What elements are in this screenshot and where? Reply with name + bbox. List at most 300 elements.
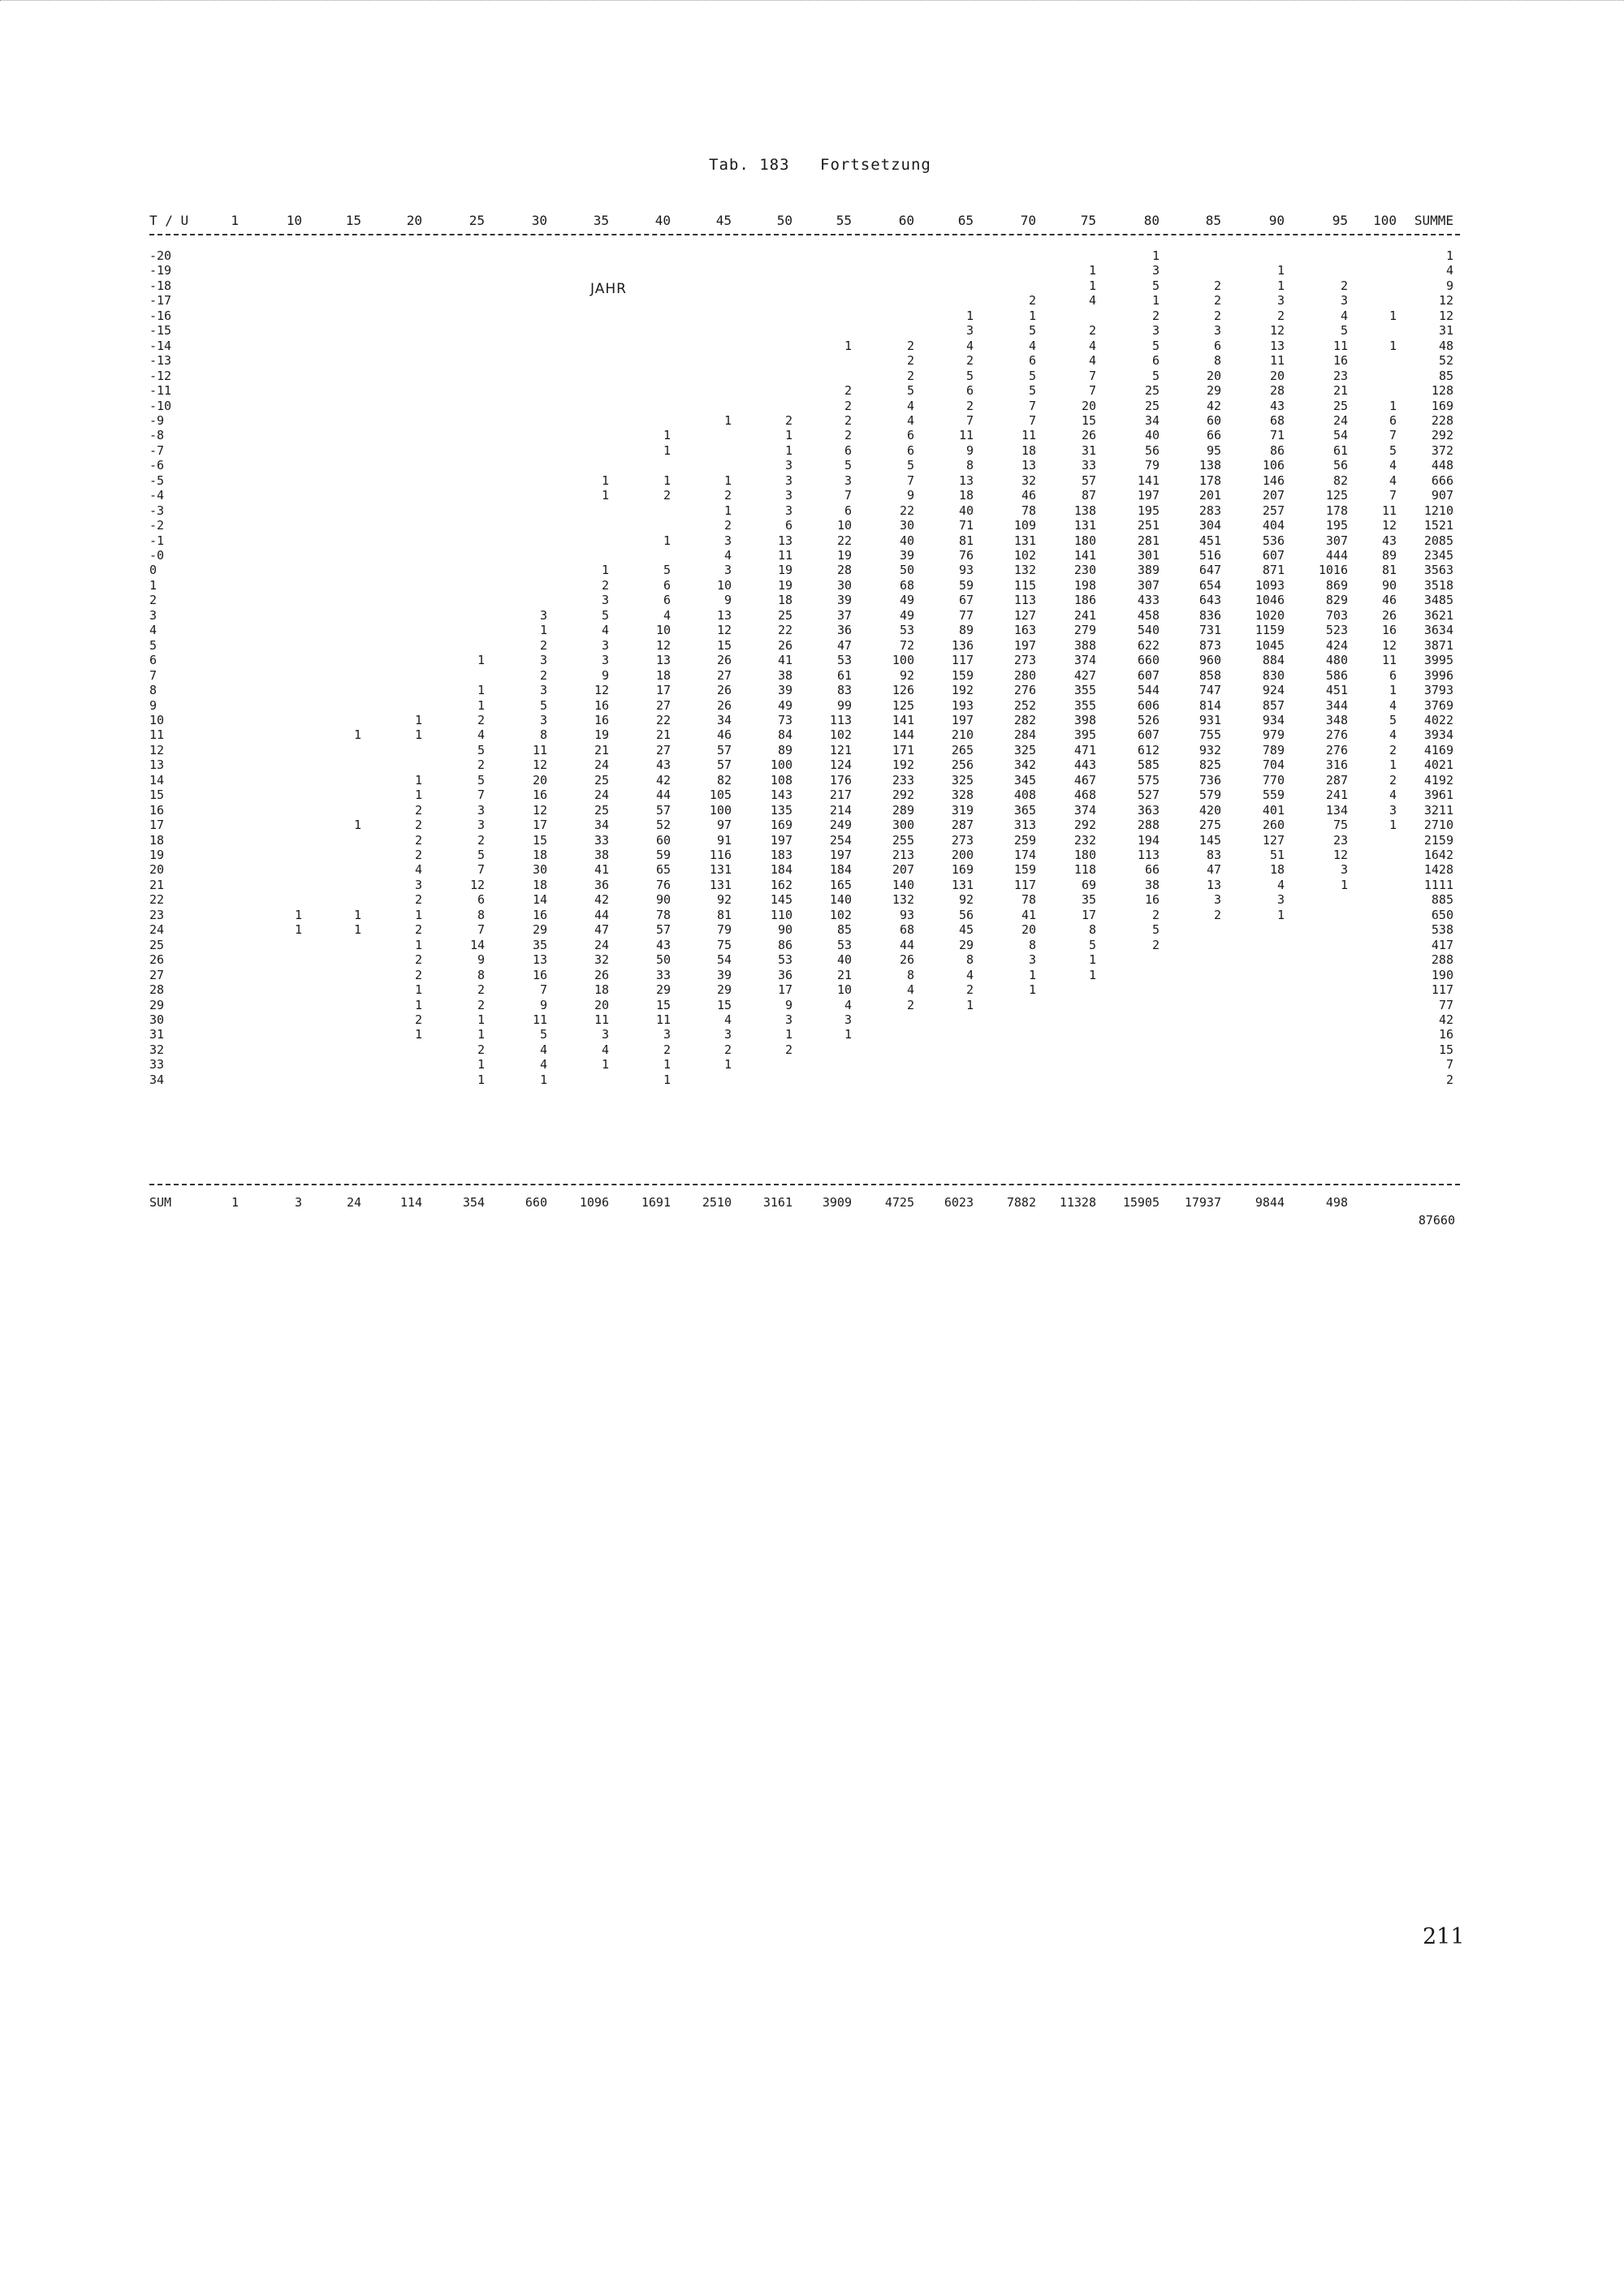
- table-cell: 287: [951, 818, 974, 833]
- table-cell: 233: [892, 772, 914, 788]
- table-cell: 526: [1137, 712, 1160, 727]
- table-cell: 374: [1073, 653, 1096, 668]
- table-cell: 5: [1340, 323, 1348, 339]
- table-cell: 7: [1088, 368, 1096, 383]
- table-cell: 1: [663, 533, 671, 548]
- column-header: 1: [231, 213, 239, 228]
- table-cell: 197: [1137, 488, 1160, 503]
- table-cell: 3: [539, 607, 547, 623]
- table-cell: 66: [1206, 428, 1221, 443]
- table-cell: 3: [539, 712, 547, 727]
- table-cell: 2: [414, 1012, 422, 1027]
- table-cell: 169: [770, 818, 793, 833]
- table-cell: 127: [1013, 607, 1036, 623]
- table-cell: 4: [965, 967, 974, 982]
- header-rule: [149, 234, 1460, 235]
- table-cell: 5: [477, 772, 485, 788]
- table-cell: 5: [477, 848, 485, 862]
- table-cell: 20: [1081, 398, 1096, 413]
- table-cell: 1: [784, 442, 793, 458]
- table-cell: 1: [965, 308, 974, 323]
- column-header: 70: [1020, 213, 1036, 228]
- table-cell: 146: [1262, 473, 1285, 488]
- table-cell: 21: [836, 967, 852, 982]
- table-cell: 444: [1325, 548, 1348, 563]
- row-label: 26: [149, 952, 165, 968]
- table-cell: 8: [477, 907, 485, 922]
- column-sum: 3161: [762, 1195, 793, 1210]
- table-cell: 102: [829, 727, 852, 743]
- table-cell: 176: [829, 772, 852, 788]
- table-cell: 26: [594, 967, 609, 982]
- column-header: 60: [898, 213, 914, 228]
- table-cell: 1: [477, 683, 485, 698]
- table-cell: 559: [1262, 788, 1285, 803]
- table-cell: 301: [1137, 548, 1160, 563]
- table-cell: 100: [892, 653, 914, 668]
- table-cell: 13: [1021, 458, 1036, 473]
- table-cell: 32: [1021, 473, 1036, 488]
- table-cell: 18: [655, 667, 671, 683]
- row-sum: 4192: [1423, 772, 1453, 788]
- row-label: 32: [149, 1042, 165, 1057]
- table-cell: 3: [1151, 323, 1160, 339]
- table-cell: 289: [892, 802, 914, 818]
- table-cell: 217: [829, 788, 852, 803]
- table-row: [0, 862, 1624, 877]
- table-cell: 273: [951, 832, 974, 848]
- table-cell: 2: [1088, 323, 1096, 339]
- table-cell: 180: [1073, 848, 1096, 862]
- table-cell: 316: [1325, 757, 1348, 773]
- table-cell: 1: [1088, 278, 1096, 293]
- table-cell: 5: [1028, 323, 1036, 339]
- table-cell: 1: [723, 412, 732, 428]
- table-cell: 4: [1340, 308, 1348, 323]
- table-cell: 1: [844, 338, 852, 353]
- table-cell: 12: [1381, 518, 1397, 533]
- table-cell: 3: [784, 488, 793, 503]
- table-cell: 49: [777, 697, 793, 713]
- row-sum: 1: [1445, 248, 1453, 263]
- table-cell: 18: [1269, 862, 1285, 878]
- table-cell: 7: [539, 982, 547, 998]
- table-cell: 276: [1013, 683, 1036, 698]
- table-cell: 2: [414, 967, 422, 982]
- table-cell: 14: [532, 892, 547, 908]
- table-cell: 282: [1013, 712, 1036, 727]
- table-cell: 69: [1081, 877, 1096, 892]
- table-cell: 6: [1028, 353, 1036, 369]
- table-cell: 2: [1213, 907, 1221, 922]
- table-cell: 1: [414, 982, 422, 998]
- table-cell: 1159: [1255, 623, 1285, 638]
- footer-rule: [149, 1184, 1460, 1185]
- table-cell: 284: [1013, 727, 1036, 743]
- table-row: [0, 323, 1624, 338]
- table-cell: 76: [655, 877, 671, 892]
- table-cell: 163: [1013, 623, 1036, 638]
- table-cell: 8: [906, 967, 914, 982]
- table-cell: 11: [532, 1012, 547, 1027]
- table-row: [0, 353, 1624, 368]
- table-cell: 1045: [1255, 637, 1285, 653]
- table-cell: 979: [1262, 727, 1285, 743]
- table-cell: 15: [655, 997, 671, 1012]
- table-cell: 43: [655, 937, 671, 952]
- table-row: [0, 1042, 1624, 1057]
- table-cell: 2: [414, 892, 422, 908]
- row-label: 20: [149, 862, 165, 878]
- table-cell: 1: [414, 712, 422, 727]
- table-cell: 11: [777, 548, 793, 563]
- table-row: [0, 803, 1624, 818]
- table-cell: 126: [892, 683, 914, 698]
- table-cell: 2: [1151, 308, 1160, 323]
- table-cell: 1: [539, 1072, 547, 1087]
- table-cell: 39: [899, 548, 914, 563]
- table-row: [0, 922, 1624, 937]
- table-cell: 50: [899, 563, 914, 578]
- row-label: 21: [149, 877, 165, 892]
- table-cell: 1046: [1255, 593, 1285, 608]
- table-cell: 1: [663, 442, 671, 458]
- table-cell: 3: [414, 877, 422, 892]
- row-sum: 2: [1445, 1072, 1453, 1087]
- table-cell: 2: [414, 802, 422, 818]
- table-row: [0, 878, 1624, 892]
- row-sum: 3769: [1423, 697, 1453, 713]
- row-label: 14: [149, 772, 165, 788]
- table-cell: 1: [414, 772, 422, 788]
- table-cell: 105: [709, 788, 732, 803]
- row-label: -15: [149, 323, 172, 339]
- table-cell: 52: [655, 818, 671, 833]
- table-cell: 9: [477, 952, 485, 968]
- table-cell: 6: [844, 503, 852, 518]
- table-cell: 19: [594, 727, 609, 743]
- table-cell: 3: [784, 503, 793, 518]
- table-cell: 40: [836, 952, 852, 968]
- table-cell: 13: [777, 533, 793, 548]
- table-cell: 857: [1262, 697, 1285, 713]
- table-cell: 21: [1332, 383, 1348, 399]
- table-cell: 178: [1199, 473, 1221, 488]
- row-label: 34: [149, 1072, 165, 1087]
- table-cell: 8: [477, 967, 485, 982]
- table-cell: 11: [532, 742, 547, 757]
- row-label: -19: [149, 263, 172, 278]
- table-cell: 1: [1151, 293, 1160, 309]
- table-cell: 516: [1199, 548, 1221, 563]
- table-cell: 395: [1073, 727, 1096, 743]
- table-cell: 1: [477, 697, 485, 713]
- table-cell: 9: [965, 442, 974, 458]
- table-cell: 5: [539, 697, 547, 713]
- table-row: [0, 578, 1624, 593]
- column-sum: 7882: [1006, 1195, 1036, 1210]
- table-cell: 401: [1262, 802, 1285, 818]
- table-cell: 25: [1144, 398, 1160, 413]
- column-sum: 498: [1325, 1195, 1348, 1210]
- table-cell: 1093: [1255, 577, 1285, 593]
- column-header: 100: [1373, 213, 1397, 228]
- table-cell: 99: [836, 697, 852, 713]
- row-label: -8: [149, 428, 165, 443]
- table-cell: 5: [1151, 278, 1160, 293]
- row-sum: 3634: [1423, 623, 1453, 638]
- table-cell: 192: [892, 757, 914, 773]
- row-label: 9: [149, 697, 158, 713]
- table-cell: 424: [1325, 637, 1348, 653]
- table-cell: 57: [1081, 473, 1096, 488]
- table-cell: 307: [1137, 577, 1160, 593]
- table-cell: 53: [777, 952, 793, 968]
- table-cell: 2: [844, 428, 852, 443]
- table-cell: 41: [1021, 907, 1036, 922]
- table-cell: 35: [532, 937, 547, 952]
- table-cell: 18: [1021, 442, 1036, 458]
- table-cell: 44: [899, 937, 914, 952]
- table-cell: 108: [770, 772, 793, 788]
- row-sum: 666: [1431, 473, 1453, 488]
- table-cell: 3: [1213, 323, 1221, 339]
- row-label: -11: [149, 383, 172, 399]
- table-cell: 56: [1332, 458, 1348, 473]
- table-cell: 102: [1013, 548, 1036, 563]
- table-cell: 5: [1389, 442, 1397, 458]
- table-cell: 92: [716, 892, 732, 908]
- table-cell: 42: [655, 772, 671, 788]
- table-cell: 180: [1073, 533, 1096, 548]
- table-cell: 6: [844, 442, 852, 458]
- table-cell: 427: [1073, 667, 1096, 683]
- row-sum: 228: [1431, 412, 1453, 428]
- table-cell: 50: [655, 952, 671, 968]
- table-cell: 607: [1137, 667, 1160, 683]
- table-row: [0, 698, 1624, 713]
- table-cell: 2: [539, 637, 547, 653]
- table-cell: 770: [1262, 772, 1285, 788]
- table-cell: 12: [469, 877, 485, 892]
- table-cell: 24: [594, 788, 609, 803]
- table-cell: 932: [1199, 742, 1221, 757]
- table-cell: 125: [1325, 488, 1348, 503]
- table-cell: 544: [1137, 683, 1160, 698]
- table-cell: 2: [1028, 293, 1036, 309]
- table-cell: 91: [716, 832, 732, 848]
- row-label: 7: [149, 667, 158, 683]
- table-cell: 57: [716, 742, 732, 757]
- row-sum: 3871: [1423, 637, 1453, 653]
- row-label: 18: [149, 832, 165, 848]
- table-cell: 4: [601, 623, 609, 638]
- row-sum: 31: [1438, 323, 1453, 339]
- row-sum: 3518: [1423, 577, 1453, 593]
- table-cell: 9: [784, 997, 793, 1012]
- table-cell: 4: [1389, 727, 1397, 743]
- table-cell: 18: [594, 982, 609, 998]
- row-sum: 42: [1438, 1012, 1453, 1027]
- row-sum: 117: [1431, 982, 1453, 998]
- table-cell: 747: [1199, 683, 1221, 698]
- table-cell: 40: [899, 533, 914, 548]
- table-cell: 132: [892, 892, 914, 908]
- table-cell: 1: [294, 922, 302, 938]
- table-cell: 23: [1332, 368, 1348, 383]
- table-cell: 1: [1028, 308, 1036, 323]
- table-cell: 1: [1389, 338, 1397, 353]
- table-cell: 60: [655, 832, 671, 848]
- table-cell: 7: [1389, 428, 1397, 443]
- table-cell: 960: [1199, 653, 1221, 668]
- table-cell: 523: [1325, 623, 1348, 638]
- table-cell: 11: [1332, 338, 1348, 353]
- table-cell: 42: [594, 892, 609, 908]
- row-sum: 128: [1431, 383, 1453, 399]
- table-cell: 5: [965, 368, 974, 383]
- row-sum: 288: [1431, 952, 1453, 968]
- table-cell: 4: [1276, 877, 1285, 892]
- table-cell: 1016: [1318, 563, 1348, 578]
- table-cell: 75: [1332, 818, 1348, 833]
- table-cell: 17: [655, 683, 671, 698]
- table-cell: 607: [1137, 727, 1160, 743]
- table-cell: 12: [1332, 848, 1348, 862]
- table-cell: 4: [723, 548, 732, 563]
- table-cell: 1: [353, 727, 361, 743]
- table-cell: 6: [663, 593, 671, 608]
- table-cell: 16: [532, 907, 547, 922]
- table-cell: 65: [655, 862, 671, 878]
- table-cell: 57: [716, 757, 732, 773]
- table-cell: 5: [844, 458, 852, 473]
- table-cell: 61: [836, 667, 852, 683]
- table-cell: 93: [958, 563, 974, 578]
- table-row: [0, 788, 1624, 802]
- row-label: 11: [149, 727, 165, 743]
- table-cell: 313: [1013, 818, 1036, 833]
- row-label: 0: [149, 563, 158, 578]
- table-cell: 5: [1028, 368, 1036, 383]
- table-cell: 17: [777, 982, 793, 998]
- row-label: 33: [149, 1057, 165, 1072]
- table-cell: 56: [958, 907, 974, 922]
- table-cell: 109: [1013, 518, 1036, 533]
- table-cell: 197: [1013, 637, 1036, 653]
- table-cell: 836: [1199, 607, 1221, 623]
- table-cell: 13: [958, 473, 974, 488]
- row-sum: 3621: [1423, 607, 1453, 623]
- row-sum: 1521: [1423, 518, 1453, 533]
- row-sum: 1111: [1423, 877, 1453, 892]
- table-cell: 117: [1013, 877, 1036, 892]
- table-cell: 68: [899, 922, 914, 938]
- table-cell: 1: [414, 727, 422, 743]
- table-cell: 86: [1269, 442, 1285, 458]
- column-sum: 3909: [822, 1195, 852, 1210]
- table-cell: 13: [1269, 338, 1285, 353]
- table-cell: 3: [601, 1027, 609, 1042]
- column-sum: 1691: [641, 1195, 671, 1210]
- table-row: [0, 503, 1624, 518]
- table-cell: 131: [1073, 518, 1096, 533]
- table-cell: 1: [965, 997, 974, 1012]
- row-sum: 77: [1438, 997, 1453, 1012]
- table-cell: 132: [1013, 563, 1036, 578]
- row-label: 3: [149, 607, 158, 623]
- table-cell: 20: [1269, 368, 1285, 383]
- table-cell: 47: [836, 637, 852, 653]
- table-cell: 47: [594, 922, 609, 938]
- table-cell: 67: [958, 593, 974, 608]
- row-sum: 16: [1438, 1027, 1453, 1042]
- table-cell: 15: [716, 997, 732, 1012]
- table-cell: 40: [1144, 428, 1160, 443]
- table-cell: 575: [1137, 772, 1160, 788]
- table-cell: 5: [1389, 712, 1397, 727]
- table-cell: 4: [906, 982, 914, 998]
- table-cell: 210: [951, 727, 974, 743]
- table-cell: 3: [1276, 892, 1285, 908]
- table-cell: 1: [1088, 263, 1096, 278]
- table-cell: 15: [532, 832, 547, 848]
- table-cell: 12: [716, 623, 732, 638]
- table-cell: 1: [414, 907, 422, 922]
- table-cell: 25: [1332, 398, 1348, 413]
- table-cell: 4: [1028, 338, 1036, 353]
- table-cell: 141: [1137, 473, 1160, 488]
- table-cell: 37: [836, 607, 852, 623]
- table-cell: 16: [532, 788, 547, 803]
- table-cell: 3: [1340, 862, 1348, 878]
- column-sum: 3: [294, 1195, 302, 1210]
- table-cell: 34: [594, 818, 609, 833]
- table-cell: 10: [655, 623, 671, 638]
- table-cell: 33: [594, 832, 609, 848]
- table-cell: 11: [1021, 428, 1036, 443]
- table-cell: 71: [958, 518, 974, 533]
- table-cell: 34: [1144, 412, 1160, 428]
- table-cell: 19: [777, 563, 793, 578]
- table-cell: 2: [1276, 308, 1285, 323]
- table-row: [0, 892, 1624, 907]
- row-label: 6: [149, 653, 158, 668]
- table-cell: 232: [1073, 832, 1096, 848]
- table-cell: 1: [1389, 818, 1397, 833]
- table-cell: 273: [1013, 653, 1036, 668]
- row-sum: 190: [1431, 967, 1453, 982]
- table-row: [0, 638, 1624, 653]
- table-cell: 1: [1276, 263, 1285, 278]
- row-sum: 12: [1438, 293, 1453, 309]
- table-cell: 59: [655, 848, 671, 862]
- table-cell: 197: [829, 848, 852, 862]
- table-cell: 33: [655, 967, 671, 982]
- table-cell: 8: [1028, 937, 1036, 952]
- table-row: [0, 683, 1624, 697]
- table-cell: 140: [892, 877, 914, 892]
- row-sum: 2710: [1423, 818, 1453, 833]
- table-row: [0, 757, 1624, 772]
- table-row: [0, 713, 1624, 727]
- row-label: 30: [149, 1012, 165, 1027]
- table-cell: 2: [1213, 308, 1221, 323]
- table-cell: 825: [1199, 757, 1221, 773]
- table-cell: 6: [663, 577, 671, 593]
- table-cell: 257: [1262, 503, 1285, 518]
- table-cell: 11: [1269, 353, 1285, 369]
